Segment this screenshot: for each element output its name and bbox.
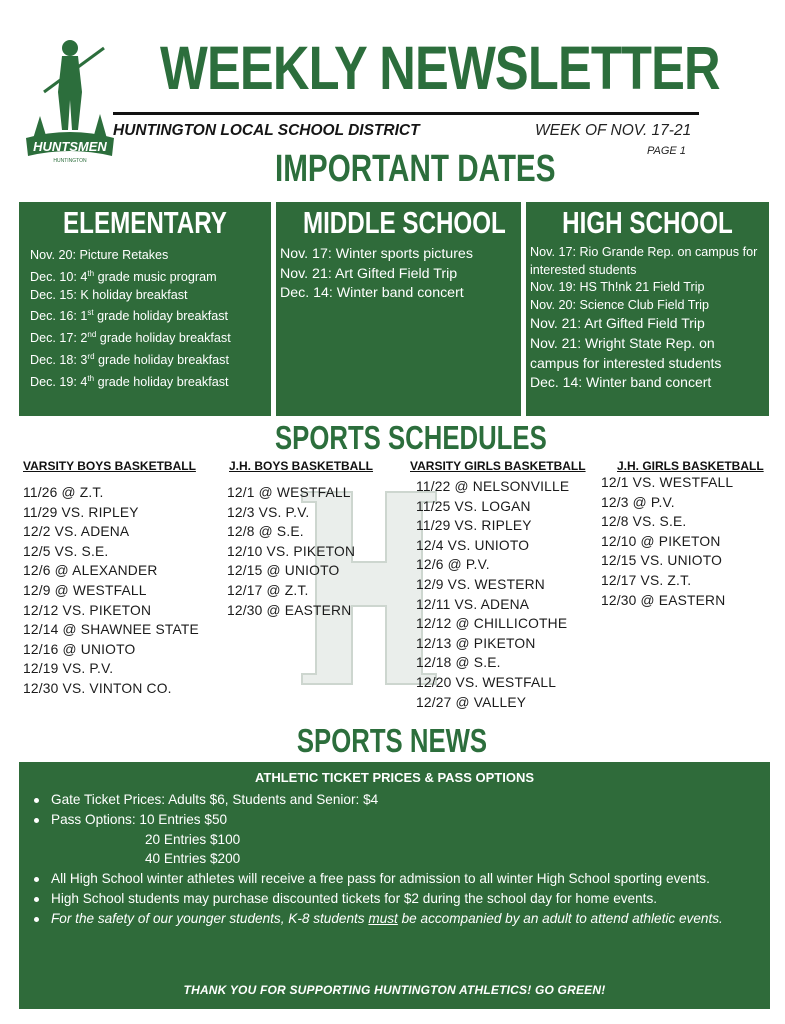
jh-girls-heading: J.H. GIRLS BASKETBALL [617,459,764,473]
schedule-game: 12/30 VS. VINTON CO. [23,680,172,696]
district-name: HUNTINGTON LOCAL SCHOOL DISTRICT [113,122,420,139]
middle-school-date-item: Nov. 17: Winter sports pictures [280,246,473,262]
schedule-game: 12/1 VS. WESTFALL [601,475,734,490]
elementary-date-item [30,247,271,265]
schedule-game: 11/29 VS. RIPLEY [416,518,532,534]
news-item-pass-options [31,810,759,830]
safety-text-start: For the safety of our younger students, K-8 students [51,910,369,926]
ordinal-suffix: th [87,373,95,383]
schedule-game: 12/9 @ WESTFALL [23,582,147,598]
schedule-game: 12/18 @ S.E. [416,655,501,671]
pass-options-text: Pass Options: 10 Entries $50 [51,811,228,827]
middle-school-dates-list [276,238,521,304]
schedule-game: 12/2 VS. ADENA [23,524,130,540]
schedule-game: 12/5 VS. S.E. [23,543,109,559]
schedule-game: 12/9 VS. WESTERN [416,576,545,592]
schedule-game: 12/17 @ Z.T. [227,582,309,598]
schedule-game: 12/15 VS. UNIOTO [601,553,723,569]
week-label: WEEK OF NOV. 17-21 [535,122,692,139]
sports-news-box [19,762,770,1009]
schedule-game: 12/1 @ WESTFALL [227,485,351,500]
elementary-date-item [30,326,271,348]
schedule-game: 12/6 @ ALEXANDER [23,563,158,579]
schedule-game: 12/30 @ EASTERN [227,602,352,618]
sports-news-heading: SPORTS NEWS [296,722,488,759]
date-text-rest: grade holiday breakfast [96,331,231,346]
schedule-game: 12/11 VS. ADENA [416,596,530,612]
schedule-game: 11/26 @ Z.T. [23,485,104,500]
newsletter-title: WEEKLY NEWSLETTER [160,34,720,102]
schedule-game: 12/19 VS. P.V. [23,661,114,677]
date-text: Dec. 18: 3 [30,353,88,368]
schedule-game: 12/12 @ CHILLICOTHE [416,616,568,632]
schedule-game: 11/22 @ NELSONVILLE [416,479,570,494]
varsity-girls-schedule [416,477,569,712]
schedule-game: 12/8 @ S.E. [227,524,304,540]
page-number: PAGE 1 [647,145,686,157]
date-text: Dec. 17: 2 [30,331,88,346]
schedule-game: 12/3 VS. P.V. [227,504,310,520]
schedule-game: 12/13 @ PIKETON [416,635,536,651]
news-item-winter-athletes [31,869,759,889]
schedule-game: 12/8 VS. S.E. [601,514,687,530]
schedule-game: 12/30 @ EASTERN [601,592,726,608]
safety-text-emphasis: must [368,910,398,926]
sports-news-list [31,790,759,929]
middle-school-date-item: Dec. 14: Winter band concert [280,285,464,302]
ordinal-suffix: rd [87,352,95,362]
date-text: Dec. 19: 4 [30,375,88,390]
varsity-boys-schedule [23,483,199,699]
bullet-icon [34,818,39,823]
high-school-date-item: Nov. 21: Wright State Rep. on campus for interested students [530,334,722,371]
pass-option-40: 40 Entries $200 [145,851,241,867]
news-item-discount [31,889,759,909]
schedule-game: 12/14 @ SHAWNEE STATE [23,622,199,638]
date-text: Dec. 16: 1 [30,309,88,324]
news-item-safety [31,909,759,929]
ordinal-suffix: th [87,268,95,278]
elementary-title: ELEMENTARY [63,205,227,240]
varsity-girls-heading: VARSITY GIRLS BASKETBALL [410,459,586,473]
varsity-boys-heading: VARSITY BOYS BASKETBALL [23,459,196,473]
ticket-prices-title: ATHLETIC TICKET PRICES & PASS OPTIONS [254,770,535,785]
schedule-game: 11/25 VS. LOGAN [416,498,531,514]
schedule-game: 12/15 @ UNIOTO [227,563,340,579]
safety-text-end: be accompanied by an adult to attend athletic events. [397,910,723,926]
news-item-gate-prices [31,790,759,810]
elementary-dates-list [19,238,271,392]
huntsmen-logo [24,34,116,164]
bullet-icon [34,917,39,922]
important-dates-heading: IMPORTANT DATES [275,148,556,190]
schedule-game: 12/12 VS. PIKETON [23,602,152,618]
title-divider [113,112,699,115]
discount-text: High School students may purchase discounted tickets for $2 during the school day for home events. [51,890,658,906]
logo-text: HUNTSMEN [33,139,107,154]
elementary-date-item [30,348,271,370]
date-text: Dec. 10: 4 [30,269,88,284]
jh-girls-schedule [601,473,733,610]
schedule-game: 12/4 VS. UNIOTO [416,537,530,553]
elementary-date-item [30,287,271,305]
middle-school-title: MIDDLE SCHOOL [302,205,506,240]
schedule-game: 12/16 @ UNIOTO [23,641,136,657]
high-school-date-item: Nov. 20: Science Club Field Trip [530,297,709,312]
date-text-rest: grade holiday breakfast [93,309,229,324]
jh-boys-heading: J.H. BOYS BASKETBALL [229,459,374,473]
jh-boys-schedule [227,483,355,620]
schedule-game: 12/17 VS. Z.T. [601,572,692,588]
winter-athletes-text: All High School winter athletes will receive a free pass for admission to all winter High School sporting events. [51,871,710,887]
date-text: Nov. 20: Picture Retakes [30,248,169,262]
gate-prices-text: Gate Ticket Prices: Adults $6, Students and Senior: $4 [51,792,379,807]
date-text: Dec. 15: K holiday breakfast [30,287,188,302]
high-school-date-item: Nov. 19: HS Th!nk 21 Field Trip [530,280,705,295]
ordinal-suffix: nd [87,330,97,340]
schedule-game: 12/27 @ VALLEY [416,694,527,710]
elementary-date-item [30,370,271,392]
bullet-icon [34,897,39,902]
high-school-date-item: Dec. 14: Winter band concert [530,374,712,391]
pass-option-20: 20 Entries $100 [145,831,241,847]
thank-you-message: THANK YOU FOR SUPPORTING HUNTINGTON ATHLETICS! GO GREEN! [183,983,606,997]
date-text-rest: grade music program [94,269,217,284]
sports-schedules-heading: SPORTS SCHEDULES [275,419,547,456]
bullet-icon [34,877,39,882]
schedule-game: 12/10 VS. PIKETON [227,543,356,559]
schedule-game: 12/3 @ P.V. [601,494,675,510]
bullet-icon [34,798,39,803]
schedule-game: 11/29 VS. RIPLEY [23,504,139,520]
date-text-rest: grade holiday breakfast [94,375,229,390]
elementary-date-item [30,304,271,326]
high-school-title: HIGH SCHOOL [562,205,733,240]
date-text-rest: grade holiday breakfast [94,353,229,368]
elementary-date-item [30,265,271,287]
middle-school-date-item: Nov. 21: Art Gifted Field Trip [280,265,458,282]
schedule-game: 12/20 VS. WESTFALL [416,674,557,690]
elementary-box [19,202,271,416]
ordinal-suffix: st [87,308,94,318]
high-school-box [526,202,769,416]
schedule-game: 12/6 @ P.V. [416,557,490,573]
schedule-game: 12/10 @ PIKETON [601,533,721,549]
middle-school-box [276,202,521,416]
high-school-date-item: Nov. 17: Rio Grande Rep. on campus for interested students [530,245,758,277]
high-school-dates-list [526,238,769,393]
logo-subtext: HUNTINGTON [53,158,87,164]
high-school-date-item: Nov. 21: Art Gifted Field Trip [530,315,705,332]
